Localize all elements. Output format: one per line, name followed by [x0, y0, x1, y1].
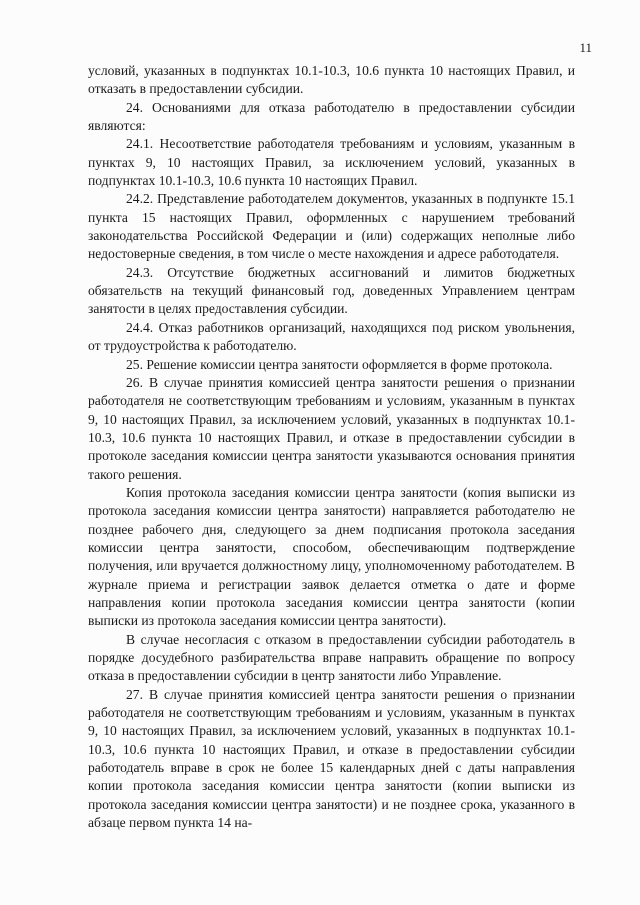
paragraph-continuation: условий, указанных в подпунктах 10.1-10.3, 10.6 пункта 10 настоящих Правил, и отказать в предоставлении субсидии. [88, 63, 575, 97]
paragraph-26-disagreement: В случае несогласия с отказом в предоставлении субсидии работодатель в порядке досудебного разбирательства вправе направить обращение по вопросу отказа в предоставлении субсидии в центр занятости либо Управление. [88, 631, 575, 684]
page-number: 11 [579, 40, 592, 55]
document-body [88, 62, 575, 832]
paragraph-24-4: 24.4. Отказ работников организаций, находящихся под риском увольнения, от трудоустройства к работодателю. [88, 319, 575, 354]
paragraph-24: 24. Основаниями для отказа работодателю в предоставлении субсидии являются: [88, 99, 575, 134]
paragraph-24-3: 24.3. Отсутствие бюджетных ассигнований и лимитов бюджетных обязательств на текущий финансовый год, доведенных Управлением центрам занятости в целях предоставления субсидии. [88, 264, 575, 317]
paragraph-26-protocol-copy: Копия протокола заседания комиссии центра занятости (копия выписки из протокола заседания комиссии центра занятости) направляется работодателю не позднее рабочего дня, следующего за днем подписания протокола заседания комиссии центра занятости, способом, обеспечивающим подтверждение получения, или вручается должностному лицу, уполномоченному работодателем. В журнале приема и регистрации заявок делается отметка о дате и форме направления копии протокола заседания комиссии центра занятости (копии выписки из протокола заседания комиссии центра занятости). [88, 484, 575, 629]
paragraph-24-2: 24.2. Представление работодателем документов, указанных в подпункте 15.1 пункта 15 настоящих Правил, оформленных с нарушением требований законодательства Российской Федерации и (или) содержащих неполные либо недостоверные сведения, в том числе о месте нахождения и адресе работодателя. [88, 191, 575, 262]
paragraph-26: 26. В случае принятия комиссией центра занятости решения о признании работодателя не соответствующим требованиям и условиям, указанным в пунктах 9, 10 настоящих Правил, за исключением условий, указанных в подпунктах 10.1-10.3, 10.6 пункта 10 настоящих Правил, и отказе в предоставлении субсидии в протоколе заседания комиссии центра занятости указываются основания принятия такого решения. [88, 374, 575, 482]
paragraph-27: 27. В случае принятия комиссией центра занятости решения о признании работодателя не соответствующим требованиям и условиям, указанным в пунктах 9, 10 настоящих Правил, за исключением условий, указанных в подпунктах 10.1-10.3, 10.6 пункта 10 настоящих Правил, и отказе в предоставлении субсидии работодатель вправе в срок не более 15 календарных дней с даты направления копии протокола заседания комиссии центра занятости (копии выписки из протокола заседания комиссии центра занятости) и не позднее срока, указанного в абзаце первом пункта 14 на- [88, 686, 575, 831]
paragraph-24-1: 24.1. Несоответствие работодателя требованиям и условиям, указанным в пунктах 9, 10 настоящих Правил, за исключением условий, указанных в подпунктах 10.1-10.3, 10.6 пункта 10 настоящих Правил. [88, 136, 575, 189]
paragraph-25: 25. Решение комиссии центра занятости оформляется в форме протокола. [126, 356, 553, 372]
